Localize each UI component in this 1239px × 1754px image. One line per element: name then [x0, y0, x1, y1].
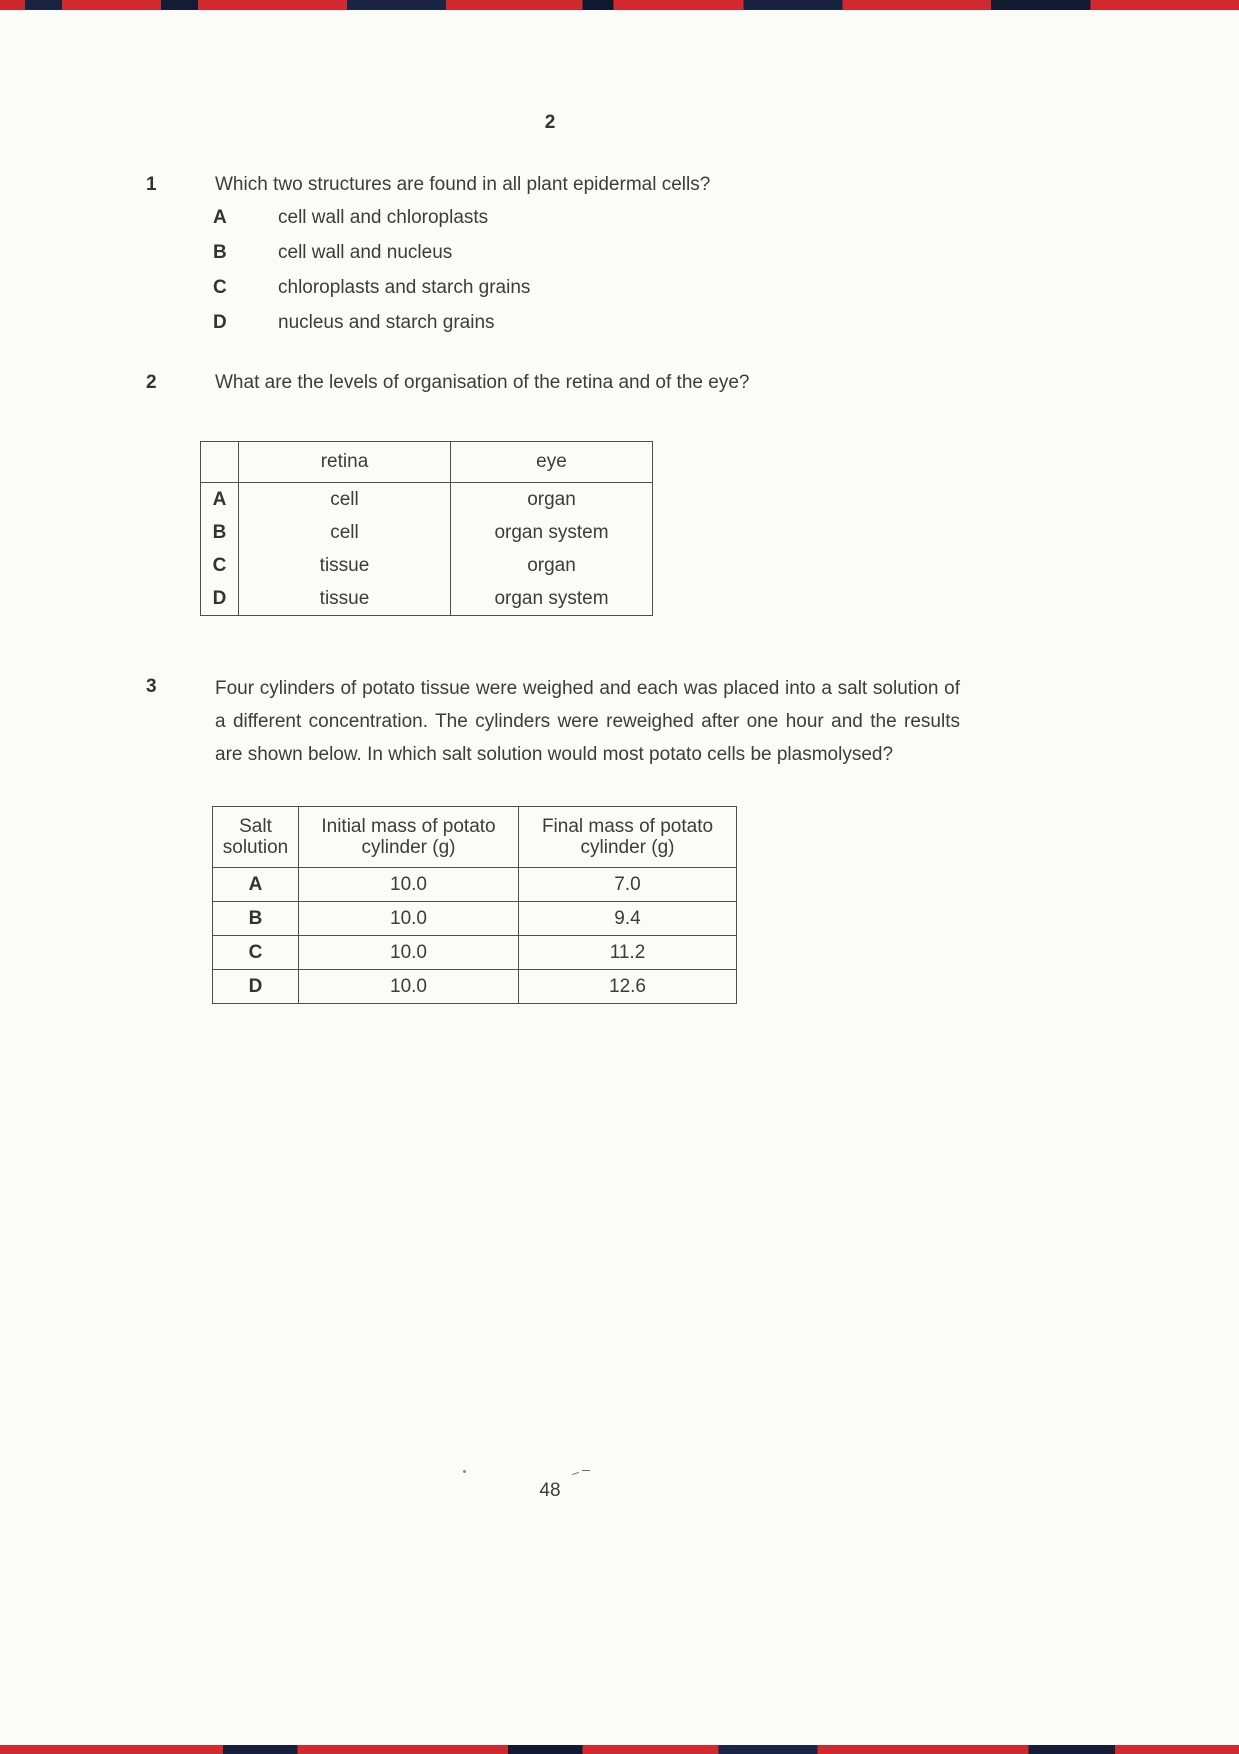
- question-3-number: 3: [146, 676, 157, 697]
- option-letter: C: [213, 277, 227, 298]
- col-header-retina: retina: [239, 442, 451, 483]
- scan-edge-artifact-top: [0, 0, 1239, 10]
- row-letter: A: [212, 488, 227, 510]
- row-letter: C: [212, 554, 227, 576]
- question-1-text: Which two structures are found in all plant epidermal cells?: [215, 174, 711, 195]
- option-letter: B: [213, 242, 227, 263]
- initial-mass-cell: 10.0: [299, 970, 519, 1004]
- option-text: nucleus and starch grains: [278, 312, 495, 333]
- option-letter: A: [213, 207, 227, 228]
- table-row: [201, 582, 653, 616]
- row-letter: D: [212, 587, 227, 609]
- page-number-footer: 48: [539, 1480, 561, 1501]
- row-letter: A: [213, 868, 299, 902]
- row-letter: C: [213, 936, 299, 970]
- row-letter: B: [212, 521, 227, 543]
- question-3-text: Four cylinders of potato tissue were weighed and each was placed into a salt solution of a different concentration. The cylinders were reweighed after one hour and the results are shown below. In which salt solution would most potato cells be plasmolysed?: [215, 678, 960, 765]
- scan-edge-artifact-bottom: [0, 1745, 1239, 1754]
- initial-mass-cell: 10.0: [299, 902, 519, 936]
- option-text: cell wall and chloroplasts: [278, 207, 489, 228]
- table-row: [201, 483, 653, 517]
- question-3-table: [212, 806, 737, 1004]
- question-2-table: [200, 441, 653, 616]
- pen-mark-artifact: [572, 1468, 590, 1476]
- question-1-option-c: [213, 277, 530, 299]
- corner-cell: [201, 442, 239, 483]
- table-row: [213, 868, 737, 902]
- question-1-option-b: [213, 242, 452, 264]
- table-header-row: [201, 442, 653, 483]
- scan-speck-artifact: [463, 1470, 466, 1473]
- retina-cell: cell: [239, 483, 451, 517]
- table-row: [201, 516, 653, 549]
- col-header-eye: eye: [451, 442, 653, 483]
- question-1-number: 1: [146, 174, 157, 195]
- table-row: [213, 970, 737, 1004]
- option-letter: D: [213, 312, 227, 333]
- question-1-option-a: [213, 207, 488, 229]
- question-2-number: 2: [146, 372, 157, 393]
- question-1-option-d: [213, 312, 495, 334]
- col-header-initial-mass: Initial mass of potato cylinder (g): [299, 807, 519, 868]
- retina-cell: cell: [239, 516, 451, 549]
- eye-cell: organ: [451, 483, 653, 517]
- initial-mass-cell: 10.0: [299, 868, 519, 902]
- row-letter: B: [213, 902, 299, 936]
- eye-cell: organ system: [451, 582, 653, 616]
- option-text: chloroplasts and starch grains: [278, 277, 531, 298]
- table-row: [213, 902, 737, 936]
- eye-cell: organ system: [451, 516, 653, 549]
- initial-mass-cell: 10.0: [299, 936, 519, 970]
- table-header-row: [213, 807, 737, 868]
- final-mass-cell: 7.0: [519, 868, 737, 902]
- page-number-header: 2: [544, 112, 556, 133]
- col-header-salt-solution: Salt solution: [213, 807, 299, 868]
- table-row: [201, 549, 653, 582]
- retina-cell: tissue: [239, 582, 451, 616]
- col-header-final-mass: Final mass of potato cylinder (g): [519, 807, 737, 868]
- final-mass-cell: 12.6: [519, 970, 737, 1004]
- eye-cell: organ: [451, 549, 653, 582]
- retina-cell: tissue: [239, 549, 451, 582]
- final-mass-cell: 9.4: [519, 902, 737, 936]
- table-row: [213, 936, 737, 970]
- row-letter: D: [213, 970, 299, 1004]
- final-mass-cell: 11.2: [519, 936, 737, 970]
- question-2-text: What are the levels of organisation of the retina and of the eye?: [215, 372, 750, 393]
- option-text: cell wall and nucleus: [278, 242, 453, 263]
